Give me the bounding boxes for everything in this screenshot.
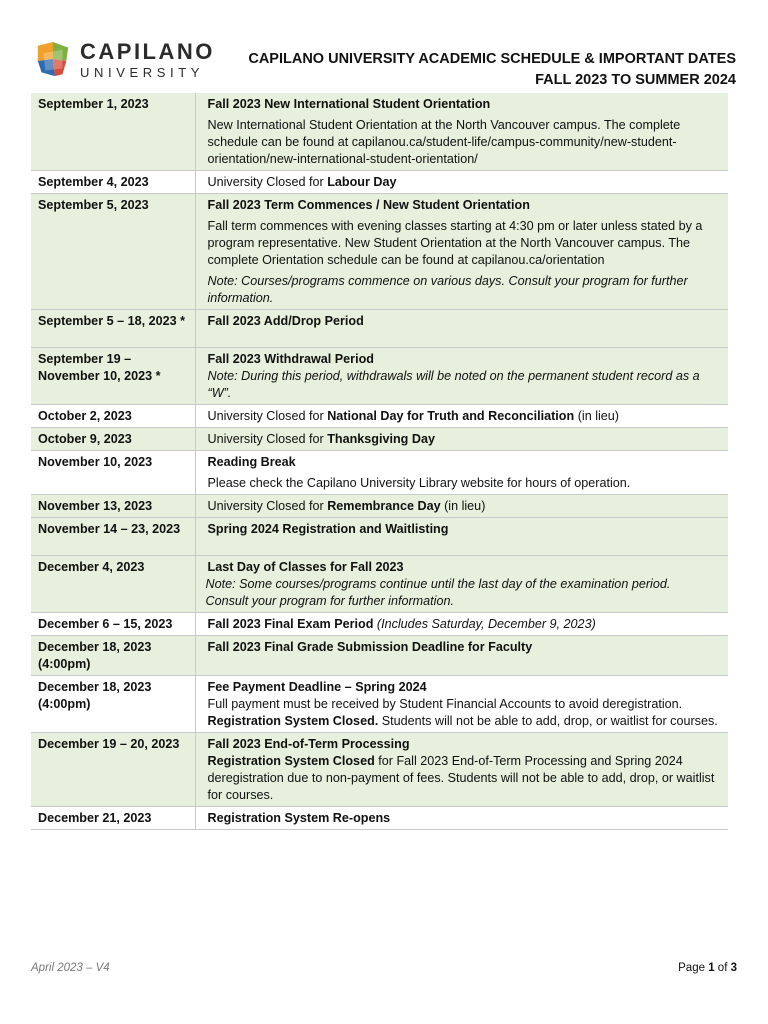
row-strong: Labour Day — [327, 175, 397, 189]
row-date: September 19 – November 10, 2023 * — [31, 348, 195, 405]
title-line-1: CAPILANO UNIVERSITY ACADEMIC SCHEDULE & IMPORTANT DATES — [248, 51, 736, 67]
row-description — [195, 428, 728, 451]
row-strong: Registration System Closed. — [207, 714, 379, 728]
row-description — [195, 348, 728, 405]
row-description — [195, 636, 728, 676]
row-note: Note: Courses/programs commence on various days. Consult your program for further information. — [207, 274, 688, 305]
row-description — [195, 171, 728, 194]
table-row — [31, 451, 728, 495]
row-description — [195, 556, 728, 613]
row-description — [195, 405, 728, 428]
capilano-logo-icon — [34, 40, 72, 80]
row-prefix: University Closed for — [207, 432, 328, 446]
schedule-table — [31, 93, 728, 830]
footer-version: April 2023 – V4 — [31, 962, 110, 974]
logo-wordmark-university: UNIVERSITY — [80, 65, 205, 80]
row-note-2: Consult your program for further information. — [205, 594, 454, 608]
logo-wordmark-capilano: CAPILANO — [80, 39, 215, 64]
row-date: October 9, 2023 — [31, 428, 195, 451]
page-total: 3 — [730, 962, 737, 974]
table-row — [31, 310, 728, 348]
page-current: 1 — [708, 962, 715, 974]
table-row — [31, 556, 728, 613]
page-of: of — [714, 962, 731, 974]
row-date: December 21, 2023 — [31, 807, 195, 830]
row-title: Fall 2023 Withdrawal Period — [207, 352, 374, 366]
row-date: September 5 – 18, 2023 * — [31, 310, 195, 348]
table-row — [31, 636, 728, 676]
row-text: Please check the Capilano University Library website for hours of operation. — [207, 476, 631, 490]
row-description — [195, 310, 728, 348]
row-date: December 18, 2023 (4:00pm) — [31, 676, 195, 733]
row-description — [195, 613, 728, 636]
row-prefix: University Closed for — [207, 175, 328, 189]
row-title: Fall 2023 New International Student Orientation — [207, 97, 491, 111]
row-note: Note: Some courses/programs continue until the last day of the examination period. — [205, 577, 671, 591]
table-row — [31, 495, 728, 518]
row-title: Fall 2023 Final Grade Submission Deadline for Faculty — [207, 640, 533, 654]
row-title: Fall 2023 End-of-Term Processing — [207, 737, 410, 751]
row-date: December 19 – 20, 2023 — [31, 733, 195, 807]
row-strong: Remembrance Day — [327, 499, 441, 513]
row-date: September 4, 2023 — [31, 171, 195, 194]
table-row — [31, 171, 728, 194]
row-title: Spring 2024 Registration and Waitlisting — [207, 522, 449, 536]
row-title: Fall 2023 Term Commences / New Student Orientation — [207, 198, 530, 212]
row-title: Fall 2023 Add/Drop Period — [207, 314, 364, 328]
row-description — [195, 194, 728, 310]
row-date: December 6 – 15, 2023 — [31, 613, 195, 636]
row-date: September 5, 2023 — [31, 194, 195, 310]
row-title: Fee Payment Deadline – Spring 2024 — [207, 680, 427, 694]
row-date: November 14 – 23, 2023 — [31, 518, 195, 556]
document-title — [248, 49, 736, 91]
row-date: December 18, 2023 (4:00pm) — [31, 636, 195, 676]
table-row — [31, 613, 728, 636]
row-title: Last Day of Classes for Fall 2023 — [207, 560, 404, 574]
table-row — [31, 194, 728, 310]
row-text: Full payment must be received by Student Financial Accounts to avoid deregistration. — [207, 697, 683, 711]
row-description — [195, 807, 728, 830]
table-row — [31, 93, 728, 171]
row-text: New International Student Orientation at the North Vancouver campus. The complete schedule can be found at capilanou.ca/student-life/campus-community/new-student-orientation/new-international-student-orientation/ — [207, 118, 681, 166]
table-row — [31, 428, 728, 451]
table-row — [31, 733, 728, 807]
row-description — [195, 676, 728, 733]
row-description — [195, 451, 728, 495]
row-title: Reading Break — [207, 455, 296, 469]
title-line-2: FALL 2023 TO SUMMER 2024 — [535, 72, 736, 88]
row-date: November 13, 2023 — [31, 495, 195, 518]
capilano-logo — [34, 38, 215, 82]
row-date: December 4, 2023 — [31, 556, 195, 613]
table-row — [31, 348, 728, 405]
row-text-2: Students will not be able to add, drop, or waitlist for courses. — [378, 714, 718, 728]
page-label: Page — [678, 962, 709, 974]
row-text-2: for Fall 2023 End-of-Term Processing and Spring 2024 deregistration due to non-payment of fees. Students will not be able to add, drop, or waitlist for courses. — [207, 754, 715, 802]
row-strong: Thanksgiving Day — [327, 432, 435, 446]
table-row — [31, 518, 728, 556]
row-prefix: University Closed for — [207, 499, 328, 513]
footer-page-number — [678, 962, 737, 974]
row-date: November 10, 2023 — [31, 451, 195, 495]
row-text: Fall term commences with evening classes starting at 4:30 pm or later unless stated by a program representative. New Student Orientation at the North Vancouver campus. The complete Orientation schedule can be found at capilanou.ca/orientation — [207, 219, 703, 267]
row-suffix: (in lieu) — [440, 499, 486, 513]
row-date: September 1, 2023 — [31, 93, 195, 171]
row-date: October 2, 2023 — [31, 405, 195, 428]
table-row — [31, 807, 728, 830]
row-title-suffix: (Includes Saturday, December 9, 2023) — [373, 617, 596, 631]
table-row — [31, 405, 728, 428]
row-title: Fall 2023 Final Exam Period — [207, 617, 374, 631]
row-note: Note: During this period, withdrawals will be noted on the permanent student record as a “W”. — [207, 369, 700, 400]
row-prefix: University Closed for — [207, 409, 328, 423]
row-strong: National Day for Truth and Reconciliation — [327, 409, 575, 423]
table-row — [31, 676, 728, 733]
row-strong: Registration System Closed — [207, 754, 375, 768]
row-description — [195, 495, 728, 518]
row-description — [195, 733, 728, 807]
row-suffix: (in lieu) — [574, 409, 619, 423]
row-description — [195, 518, 728, 556]
row-description — [195, 93, 728, 171]
row-title: Registration System Re-opens — [207, 811, 391, 825]
